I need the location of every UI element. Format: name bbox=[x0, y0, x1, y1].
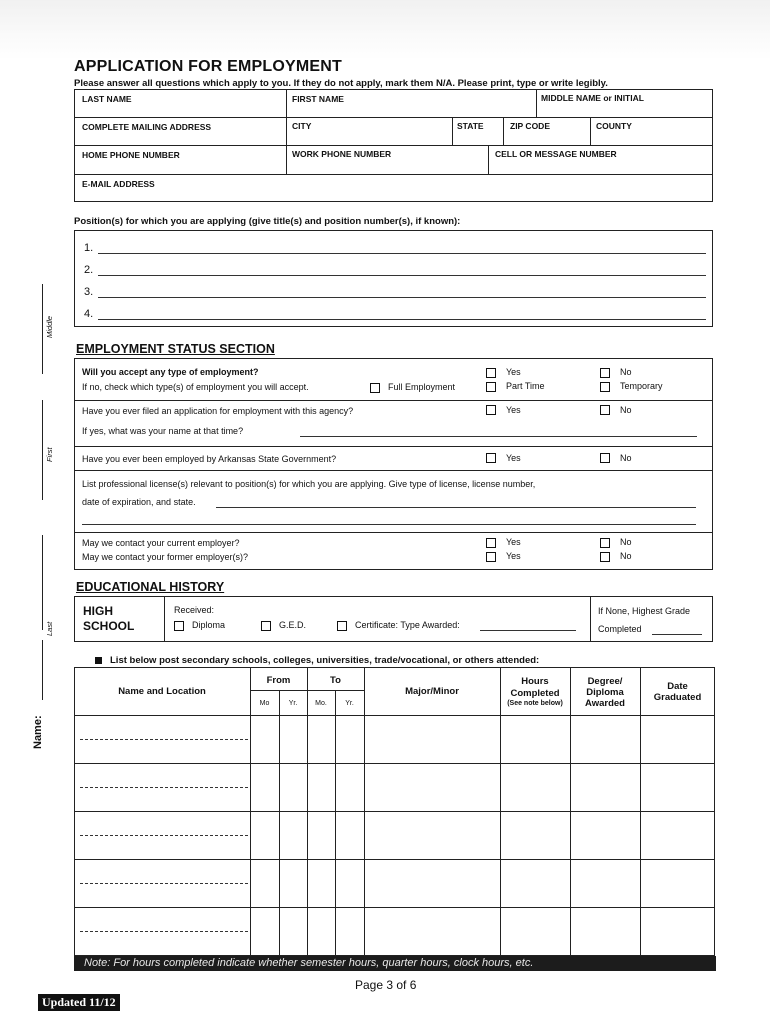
page-number: Page 3 of 6 bbox=[355, 978, 417, 992]
yes-label: Yes bbox=[506, 453, 521, 463]
q-accept-any-type: Will you accept any type of employment? bbox=[82, 367, 259, 377]
home-phone-label: HOME PHONE NUMBER bbox=[82, 150, 180, 160]
diploma-label: Diploma bbox=[192, 620, 226, 630]
part-time-checkbox[interactable] bbox=[486, 382, 496, 392]
email-label: E-MAIL ADDRESS bbox=[82, 179, 155, 189]
employed-by-state-yes-checkbox[interactable] bbox=[486, 453, 496, 463]
if-none-label: If None, Highest Grade bbox=[598, 606, 691, 616]
accept-any-yes-checkbox[interactable] bbox=[486, 368, 496, 378]
updated-badge: Updated 11/12 bbox=[38, 994, 120, 1011]
temporary-label: Temporary bbox=[620, 381, 663, 391]
high-school-label-line2: SCHOOL bbox=[83, 619, 135, 633]
employed-by-state-no-checkbox[interactable] bbox=[600, 453, 610, 463]
col-date-line2: Graduated bbox=[653, 692, 702, 703]
contact-current-yes-checkbox[interactable] bbox=[486, 538, 496, 548]
certificate-checkbox[interactable] bbox=[337, 621, 347, 631]
position-number-4: 4. bbox=[84, 308, 94, 320]
col-from-mo: Mo bbox=[259, 700, 270, 707]
received-label: Received: bbox=[174, 605, 215, 615]
q-previous-name: If yes, what was your name at that time? bbox=[82, 426, 244, 436]
educational-history-title: EDUCATIONAL HISTORY bbox=[76, 580, 225, 594]
position-4-field[interactable] bbox=[98, 319, 706, 320]
table-row-divider bbox=[80, 883, 248, 884]
col-to-mo: Mo. bbox=[315, 700, 327, 707]
licenses-field-2[interactable] bbox=[82, 524, 696, 525]
q-contact-current: May we contact your current employer? bbox=[82, 538, 240, 548]
high-school-box bbox=[74, 596, 713, 642]
yes-label: Yes bbox=[506, 537, 521, 547]
col-to-yr: Yr. bbox=[345, 700, 354, 707]
yes-label: Yes bbox=[506, 405, 521, 415]
temporary-checkbox[interactable] bbox=[600, 382, 610, 392]
contact-former-no-checkbox[interactable] bbox=[600, 552, 610, 562]
side-name-label: Name: bbox=[32, 715, 44, 749]
q-employed-by-state: Have you ever been employed by Arkansas State Government? bbox=[82, 454, 337, 464]
full-employment-checkbox[interactable] bbox=[370, 383, 380, 393]
q-licenses-sub: date of expiration, and state. bbox=[82, 497, 196, 507]
filed-application-no-checkbox[interactable] bbox=[600, 405, 610, 415]
col-name-location: Name and Location bbox=[118, 686, 206, 697]
filed-application-yes-checkbox[interactable] bbox=[486, 405, 496, 415]
contact-former-yes-checkbox[interactable] bbox=[486, 552, 496, 562]
county-label: COUNTY bbox=[596, 121, 632, 131]
yes-label: Yes bbox=[506, 551, 521, 561]
col-hours-line2: Completed bbox=[510, 688, 560, 699]
cell-phone-label: CELL OR MESSAGE NUMBER bbox=[495, 149, 617, 159]
col-degree-line3: Awarded bbox=[585, 698, 625, 709]
ged-label: G.E.D. bbox=[279, 620, 307, 630]
completed-label: Completed bbox=[598, 624, 642, 634]
bullet-square-icon bbox=[95, 657, 102, 664]
col-hours-note: (See note below) bbox=[507, 700, 563, 707]
col-from: From bbox=[266, 675, 291, 686]
licenses-field-1[interactable] bbox=[216, 507, 696, 508]
position-1-field[interactable] bbox=[98, 253, 706, 254]
side-first-label: First bbox=[45, 447, 54, 462]
full-employment-label: Full Employment bbox=[388, 382, 456, 392]
highest-grade-field[interactable] bbox=[652, 634, 702, 635]
form-instructions: Please answer all questions which apply to you. If they do not apply, mark them N/A. Please print, type or write legibly. bbox=[74, 78, 608, 89]
col-hours-line1: Hours bbox=[521, 676, 549, 687]
first-name-label: FIRST NAME bbox=[292, 94, 344, 104]
high-school-label-line1: HIGH bbox=[83, 604, 113, 618]
no-label: No bbox=[620, 453, 632, 463]
yes-label: Yes bbox=[506, 367, 521, 377]
table-row-divider bbox=[80, 739, 248, 740]
accept-any-no-checkbox[interactable] bbox=[600, 368, 610, 378]
middle-name-label: MIDDLE NAME or INITIAL bbox=[541, 93, 644, 103]
col-major-minor: Major/Minor bbox=[405, 686, 459, 697]
table-row-divider bbox=[80, 835, 248, 836]
employment-status-title: EMPLOYMENT STATUS SECTION bbox=[76, 342, 275, 356]
last-name-label: LAST NAME bbox=[82, 94, 132, 104]
positions-label: Position(s) for which you are applying (give title(s) and position number(s), if known): bbox=[74, 216, 461, 227]
certificate-type-field[interactable] bbox=[480, 630, 576, 631]
state-label: STATE bbox=[457, 121, 484, 131]
position-number-3: 3. bbox=[84, 286, 94, 298]
hours-note-bar: Note: For hours completed indicate whether semester hours, quarter hours, clock hours, etc. bbox=[74, 956, 716, 971]
no-label: No bbox=[620, 537, 632, 547]
position-2-field[interactable] bbox=[98, 275, 706, 276]
position-number-1: 1. bbox=[84, 242, 94, 254]
positions-box bbox=[74, 230, 713, 327]
no-label: No bbox=[620, 551, 632, 561]
col-to: To bbox=[330, 675, 341, 686]
work-phone-label: WORK PHONE NUMBER bbox=[292, 149, 392, 159]
previous-name-field[interactable] bbox=[300, 436, 697, 437]
ged-checkbox[interactable] bbox=[261, 621, 271, 631]
col-date-line1: Date bbox=[667, 681, 688, 692]
col-degree-line1: Degree/ bbox=[587, 676, 623, 687]
post-secondary-label: List below post secondary schools, colleges, universities, trade/vocational, or others attended: bbox=[110, 655, 540, 666]
position-3-field[interactable] bbox=[98, 297, 706, 298]
q-accept-types-sub: If no, check which type(s) of employment you will accept. bbox=[82, 382, 309, 392]
table-row-divider bbox=[80, 931, 248, 932]
col-from-yr: Yr. bbox=[288, 700, 298, 707]
col-degree-line2: Diploma bbox=[586, 687, 624, 698]
scan-artifact-band bbox=[0, 0, 770, 60]
mailing-address-label: COMPLETE MAILING ADDRESS bbox=[82, 122, 212, 132]
form-title: APPLICATION FOR EMPLOYMENT bbox=[74, 58, 343, 75]
q-contact-former: May we contact your former employer(s)? bbox=[82, 552, 249, 562]
no-label: No bbox=[620, 405, 632, 415]
side-last-label: Last bbox=[45, 621, 54, 636]
diploma-checkbox[interactable] bbox=[174, 621, 184, 631]
position-number-2: 2. bbox=[84, 264, 94, 276]
q-licenses: List professional license(s) relevant to position(s) for which you are applying. Give type of license, license number, bbox=[82, 479, 536, 489]
zip-label: ZIP CODE bbox=[510, 121, 550, 131]
city-label: CITY bbox=[292, 121, 312, 131]
contact-current-no-checkbox[interactable] bbox=[600, 538, 610, 548]
certificate-label: Certificate: Type Awarded: bbox=[355, 620, 460, 630]
side-middle-label: Middle bbox=[45, 315, 54, 338]
table-row-divider bbox=[80, 787, 248, 788]
no-label: No bbox=[620, 367, 632, 377]
q-filed-application: Have you ever filed an application for employment with this agency? bbox=[82, 406, 354, 416]
part-time-label: Part Time bbox=[506, 381, 545, 391]
